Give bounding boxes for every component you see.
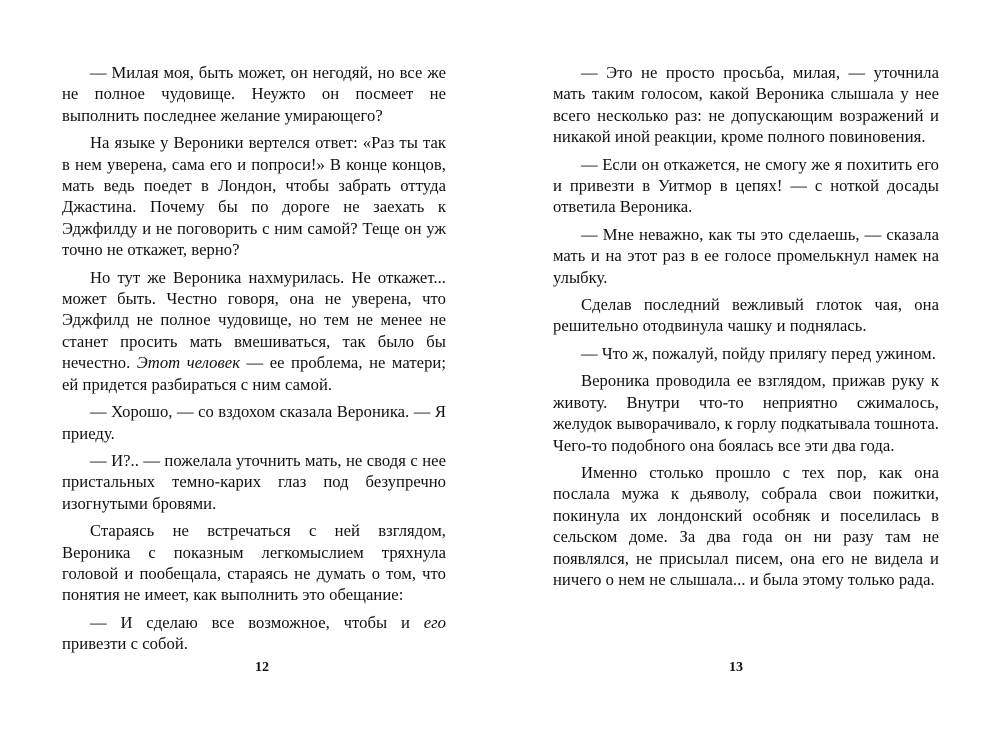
page-number-right: 13 xyxy=(729,660,743,675)
page-number-left: 12 xyxy=(255,660,269,675)
text-run: Но тут же Вероника нахмурилась. Не откажет... может быть. Честно говоря, она не уверена, что Эджфилд не полное чудовище, но тем не менее не станет просить мать вмешиваться, так было бы нечестно. xyxy=(62,267,446,373)
paragraph: — Мне неважно, как ты это сделаешь, — сказала мать и на этот раз в ее голосе промелькнул намек на улыбку. xyxy=(553,224,939,287)
paragraph: Стараясь не встречаться с ней взглядом, Вероника с показным легкомыслием тряхнула головой и пообещала, стараясь не думать о том, что понятия не имеет, как выполнить это обещание: xyxy=(62,521,446,605)
paragraph: Вероника проводила ее взглядом, прижав руку к животу. Внутри что-то неприятно сжималось, желудок выворачивало, к горлу подкатывала тошнота. Чего-то подобного она боялась все эти два года. xyxy=(553,371,939,455)
right-page xyxy=(553,62,939,596)
paragraph xyxy=(62,267,446,395)
paragraph: — Что ж, пожалуй, пойду прилягу перед ужином. xyxy=(581,343,936,363)
paragraph: На языке у Вероники вертелся ответ: «Раз ты так в нем уверена, сама его и попроси!» В конце концов, мать ведь поедет в Лондон, чтобы забрать оттуда Джастина. Почему бы по дороге не заехать к Эджфилду и не поговорить с ним самой? Теще он уж точно не откажет, верно? xyxy=(62,133,446,260)
text-run: привезти с собой. xyxy=(62,634,188,654)
paragraph: Именно столько прошло с тех пор, как она послала мужа к дьяволу, собрала свои пожитки, покинула их лондонский особняк и поселилась в сельском доме. За два года он ни разу там не появлялся, не присылал писем, она его не видела и ничего о нем не слышала... и была этому только рада. xyxy=(553,462,939,589)
paragraph: — Если он откажется, не смогу же я похитить его и привезти в Уитмор в цепях! — с ноткой досады ответила Вероника. xyxy=(553,154,939,217)
italic-phrase: Этот человек xyxy=(136,353,241,373)
paragraph: — Милая моя, быть может, он негодяй, но все же не полное чудовище. Неужто он посмеет не выполнить последнее желание умирающего? xyxy=(62,63,446,125)
text-run: — И сделаю все возможное, чтобы и xyxy=(90,612,424,632)
paragraph: — Это не просто просьба, милая, — уточнила мать таким голосом, какой Вероника слышала у нее всего несколько раз: не допускающим возражений и никакой иной реакции, кроме полного повиновения. xyxy=(553,63,939,147)
paragraph: Сделав последний вежливый глоток чая, она решительно отодвинула чашку и поднялась. xyxy=(553,295,939,336)
text-run: — ее проблема, не матери; ей придется разбираться с ним самой. xyxy=(62,353,447,394)
paragraph xyxy=(62,612,446,655)
left-page xyxy=(62,62,446,661)
paragraph: — И?.. — пожелала уточнить мать, не сводя с нее пристальных темно-карих глаз под безупречно изогнутыми бровями. xyxy=(62,450,446,513)
paragraph: — Хорошо, — со вздохом сказала Вероника. — Я приеду. xyxy=(62,402,446,443)
italic-phrase: его xyxy=(423,612,446,632)
